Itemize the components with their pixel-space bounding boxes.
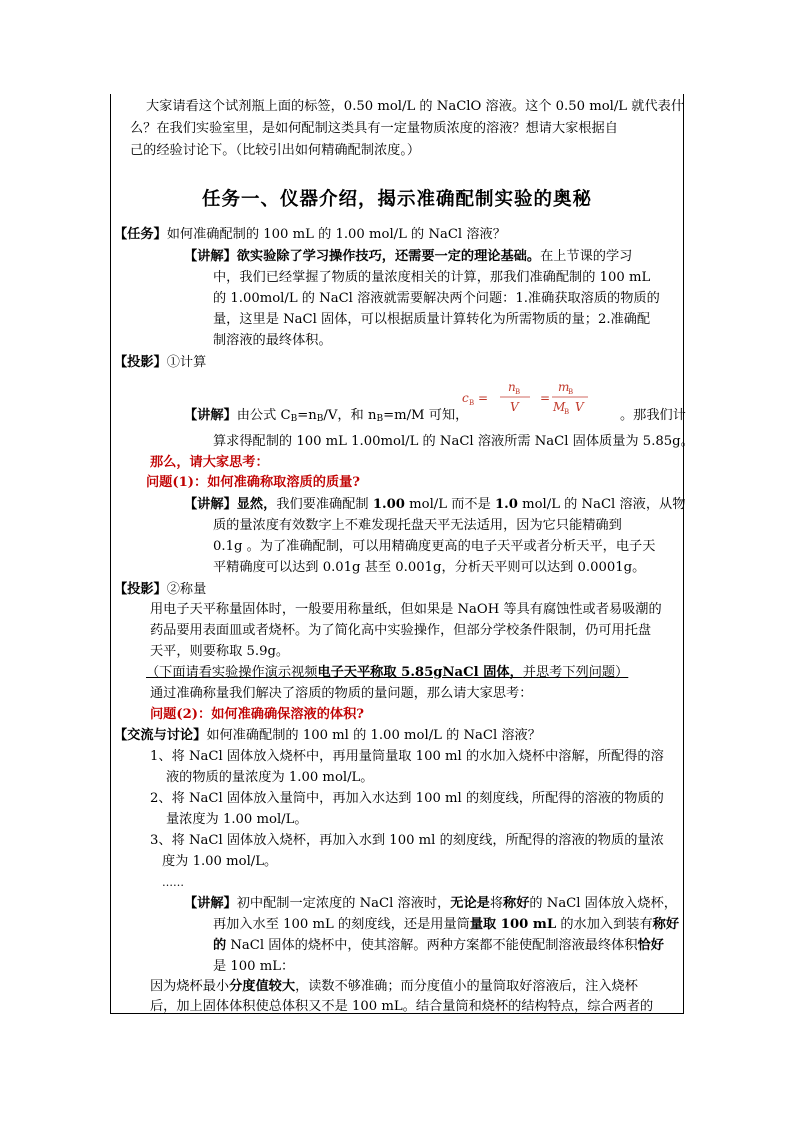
- lecture4-l2c: 的水加入到装有: [556, 917, 653, 932]
- option-2-line-1: 2、将 NaCl 固体放入量筒中，再加入水达到 100 ml 的刻度线，所配得的溶液的物质的: [150, 791, 664, 806]
- formula-v: V: [510, 400, 519, 414]
- lecture2-line-2: 算求得配制的 100 mL 1.00mol/L 的 NaCl 溶液所需 NaCl 固体质量为 5.85g。: [213, 434, 694, 449]
- formula-eq-2: =: [540, 391, 551, 405]
- lecture3-tag: 【讲解】: [184, 497, 237, 512]
- lecture2-c: /V，和 n: [323, 408, 377, 423]
- lecture2-tag: 【讲解】: [184, 408, 237, 423]
- lecture3-bold2: 1.00: [372, 497, 405, 512]
- lecture4-b: 无论是: [450, 896, 490, 911]
- lecture3-t2: mol/L 而不是: [404, 497, 495, 512]
- projection-2: [114, 580, 206, 600]
- video-a: （下面请看实验操作演示视频: [146, 665, 318, 680]
- formula-svg: [454, 378, 598, 418]
- formula-c: c: [462, 391, 469, 405]
- think-prompt-1: 那么，请大家思考：: [150, 455, 269, 470]
- weigh-line-1: 用电子天平称量固体时，一般要用称量纸，但如果是 NaOH 等具有腐蚀性或者易吸潮的: [150, 602, 662, 617]
- lecture4-l3a: 的: [213, 938, 227, 953]
- lecture2-d: =m/M 可知，: [383, 408, 469, 423]
- concentration-formula: [454, 378, 598, 418]
- lecture4-l3b: NaCl 固体的烧杯中，使其溶解。两种方案都不能使配制溶液最终体积: [226, 938, 638, 953]
- lecture1-bold: 欲实验除了学习操作技巧，还需要一定的理论基础。: [236, 249, 541, 264]
- task-text: 如何准确配制的 100 mL 的 1.00 mol/L 的 NaCl 溶液？: [166, 227, 506, 242]
- because-l1c: ，读数不够准确；而分度值小的量筒取好溶液后，注入烧杯: [295, 979, 638, 994]
- formula-c-sub: B: [469, 399, 475, 407]
- lecture4-a: 初中配制一定浓度的 NaCl 溶液时，: [236, 896, 451, 911]
- lecture4-e: 的 NaCl 固体放入烧杯，: [529, 896, 677, 911]
- option-3-line-1: 3、将 NaCl 固体放入烧杯，再加入水到 100 ml 的刻度线，所配得的溶液的物质的量浓: [150, 833, 664, 848]
- lecture1-line-3: 的 1.00mol/L 的 NaCl 溶液就需要解决两个问题：1.准确获取溶质的物质的: [213, 291, 660, 306]
- lecture2-line-1: [184, 406, 468, 429]
- question-2: 问题(2)：如何准确确保溶液的体积?: [150, 707, 365, 722]
- lecture3-line-3: 0.1g 。为了准确配制，可以用精确度更高的电子天平或者分析天平，电子天: [213, 539, 656, 554]
- option-1-line-1: 1、将 NaCl 固体放入烧杯中，再用量筒量取 100 ml 的水加入烧杯中溶解，所配得的溶: [150, 749, 664, 764]
- formula-m-sub: B: [568, 388, 574, 396]
- formula-mm: M: [553, 400, 566, 414]
- lecture1-line-2: 中，我们已经掌握了物质的量浓度相关的计算，那我们准确配制的 100 mL: [213, 270, 651, 285]
- video-c: 并思考下列问题）: [522, 665, 629, 680]
- lecture4-line-2: [213, 915, 679, 935]
- because-line-2: 后，加上固体体积使总体积又不是 100 mL。结合量筒和烧杯的结构特点，综合两者的: [150, 999, 654, 1014]
- formula-mm-sub: B: [564, 408, 570, 416]
- projection-1: [114, 353, 206, 373]
- lecture2-b-sub: B: [316, 414, 324, 424]
- lecture1-rest: 在上节课的学习: [540, 249, 633, 264]
- because-l1b: 分度值较大: [229, 979, 296, 994]
- formula-m: m: [558, 380, 570, 394]
- lecture3-line-4: 平精确度可以达到 0.01g 甚至 0.001g，分析天平则可以达到 0.0001g。: [213, 560, 646, 575]
- lecture2-c-sub: B: [376, 414, 384, 424]
- intro-line-2: 么？在我们实验室里，是如何配制这类具有一定量物质浓度的溶液？想请大家根据自: [130, 121, 618, 136]
- lecture2-a: 由公式 C: [236, 408, 291, 423]
- lecture3-t3: mol/L 的 NaCl 溶液，从物: [517, 497, 686, 512]
- lecture4-l3c: 恰好: [637, 938, 664, 953]
- lecture2-b: =n: [297, 408, 317, 423]
- intro-line-3: 己的经验讨论下。（比较引出如何精确配制浓度。）: [130, 143, 421, 158]
- lecture3-line-1: [184, 495, 685, 515]
- because-line-1: [150, 977, 638, 997]
- lecture4-line-1: [184, 894, 677, 914]
- lecture1-line-5: 制溶液的最终体积。: [213, 333, 332, 348]
- discuss-tag: 【交流与讨论】: [114, 728, 207, 743]
- formula-n: n: [508, 380, 516, 394]
- lecture3-t1: 我们要准确配制: [276, 497, 373, 512]
- projection-1-text: ①计算: [166, 355, 207, 370]
- lecture4-line-3: [213, 936, 664, 956]
- lecture1-line-1: [184, 247, 632, 267]
- option-1-line-2: 液的物质的量浓度为 1.00 mol/L。: [166, 770, 374, 785]
- question-1: 问题(1)：如何准确称取溶质的质量?: [146, 475, 361, 490]
- weigh-line-2: 药品要用表面皿或者烧杯。为了简化高中实验操作，但部分学校条件限制，仍可用托盘: [150, 623, 652, 638]
- lecture4-line-4: 是 100 mL：: [213, 959, 295, 974]
- video-line: [146, 663, 628, 683]
- lecture4-tag: 【讲解】: [184, 896, 237, 911]
- section-title: 任务一、仪器介绍，揭示准确配制实验的奥秘: [201, 189, 592, 210]
- lecture3-bold3: 1.0: [494, 497, 518, 512]
- projection-2-tag: 【投影】: [114, 582, 167, 597]
- lecture3-bold1: 显然，: [236, 497, 277, 512]
- task-line: [114, 225, 506, 245]
- discuss-line: [114, 726, 541, 746]
- lecture2-a-sub: B: [290, 414, 298, 424]
- projection-2-text: ②称量: [166, 582, 207, 597]
- weigh-line-3: 天平，则要称取 5.9g。: [150, 644, 290, 659]
- projection-1-tag: 【投影】: [114, 355, 167, 370]
- lecture4-d: 称好: [503, 896, 530, 911]
- task-tag: 【任务】: [114, 227, 167, 242]
- option-2-line-2: 量浓度为 1.00 mol/L。: [166, 812, 308, 827]
- solve-line: 通过准确称量我们解决了溶质的物质的量问题，那么请大家思考：: [150, 686, 533, 701]
- lecture4-c: 将: [489, 896, 504, 911]
- because-l1a: 因为烧杯最小: [150, 979, 230, 994]
- intro-line-1: 大家请看这个试剂瓶上面的标签，0.50 mol/L 的 NaClO 溶液。这个 0.50 mol/L 就代表什: [146, 99, 685, 114]
- lecture1-line-4: 量，这里是 NaCl 固体，可以根据质量计算转化为所需物质的量；2.准确配: [213, 312, 651, 327]
- lecture4-l2b: 量取 100 mL: [469, 917, 557, 932]
- lecture2-end: 。那我们计: [620, 408, 686, 423]
- ellipsis: ……: [162, 876, 184, 889]
- option-3-line-2: 度为 1.00 mol/L。: [162, 854, 278, 869]
- formula-eq-1: =: [478, 391, 489, 405]
- lecture4-l2a: 再加入水至 100 mL 的刻度线，还是用量筒: [213, 917, 470, 932]
- lecture1-tag: 【讲解】: [184, 249, 237, 264]
- lecture4-l2d: 称好: [652, 917, 680, 932]
- formula-v2: V: [575, 400, 584, 414]
- video-b: 电子天平称取 5.85gNaCl 固体，: [317, 665, 523, 680]
- formula-n-sub: B: [515, 388, 521, 396]
- discuss-text: 如何准确配制的 100 ml 的 1.00 mol/L 的 NaCl 溶液？: [206, 728, 541, 743]
- lecture3-line-2: 质的量浓度有效数字上不难发现托盘天平无法适用，因为它只能精确到: [213, 518, 622, 533]
